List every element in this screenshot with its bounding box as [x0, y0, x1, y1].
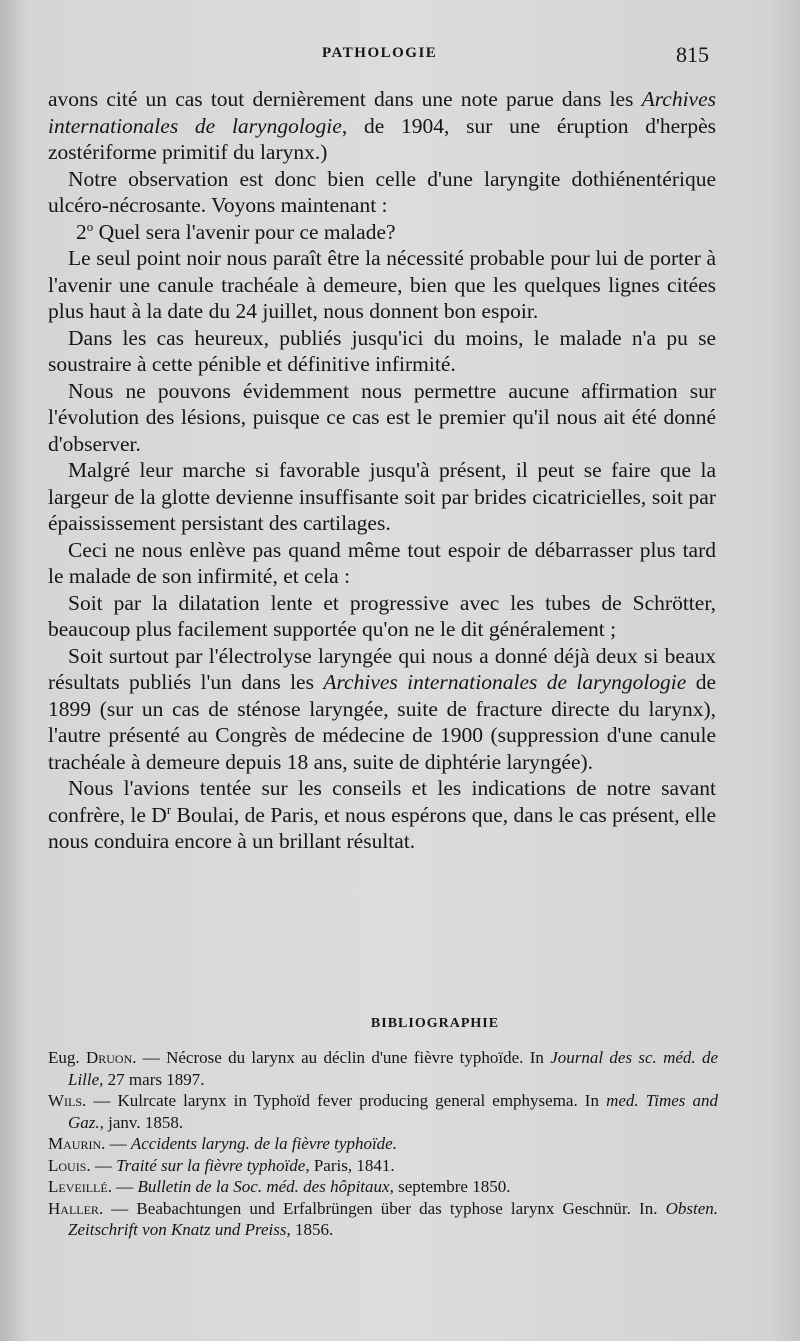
text-run: 2 [76, 219, 87, 244]
bibliography-entry [48, 1133, 718, 1155]
italic-text: med. Times and Gaz. [68, 1091, 718, 1132]
superscript: r [166, 802, 172, 817]
text-run: . — [86, 1155, 117, 1175]
bibliography-entry [48, 1198, 718, 1241]
text-run: , 27 mars 1897. [99, 1069, 205, 1089]
author-name: Leveillé [48, 1177, 108, 1196]
text-run: , Paris, 1841. [305, 1155, 395, 1175]
bibliography-entry [48, 1155, 718, 1177]
text-run: Eug. [48, 1048, 86, 1067]
text-run: . — [107, 1177, 138, 1196]
page-number: 815 [676, 42, 709, 67]
text-run: Ceci ne nous enlève pas quand même tout espoir de débarrasser plus tard le malade de son infirmité, et cela : [48, 537, 716, 588]
bibliography-entry [48, 1047, 718, 1090]
text-run: Boulai, de Paris, et nous espérons que, dans le cas présent, elle nous conduira encore à un brillant résultat. [48, 802, 716, 853]
paragraph [48, 245, 716, 325]
paragraph [48, 775, 716, 855]
author-name: Druon [85, 1048, 133, 1067]
author-name: Wils [48, 1091, 83, 1110]
italic-text: Obsten. Zeitschrift von Knatz und Preiss [68, 1198, 718, 1239]
running-title: PATHOLOGIE [322, 45, 438, 61]
paragraph [48, 643, 716, 776]
text-run: Quel sera l'avenir pour ce malade? [93, 219, 396, 244]
bibliography-title: BIBLIOGRAPHIE [370, 1016, 500, 1031]
text-run: , 1856. [286, 1220, 334, 1239]
text-run: Soit surtout par l'électrolyse laryngée qui nous a donné déjà deux si beaux résultats publiés l'un dans les [48, 643, 716, 694]
italic-text: Archives internationales de laryngologie [48, 87, 716, 138]
italic-text: Journal des sc. méd. de Lille [68, 1048, 718, 1089]
text-run: Nous l'avions tentée sur les conseils et les indications de notre savant confrère, le D [48, 776, 716, 827]
italic-text: Traité sur la fièvre typhoïde [116, 1155, 306, 1175]
running-head [0, 40, 800, 70]
author-name: Maurin [48, 1134, 102, 1153]
author-name: Louis [48, 1155, 87, 1175]
italic-text: Accidents laryng. de la fièvre typhoïde. [130, 1134, 397, 1153]
paragraph [48, 457, 716, 537]
text-run: . — Beabachtungen und Erfalbrüngen über das typhose larynx Geschnür. In. [98, 1198, 666, 1218]
paragraph [48, 86, 716, 166]
paragraph [48, 166, 716, 219]
paragraph [48, 537, 716, 590]
text-run: , janv. 1858. [99, 1112, 184, 1132]
text-run: . — [101, 1134, 131, 1153]
text-run: . — Nécrose du larynx au déclin d'une fièvre typhoïde. In [132, 1048, 551, 1067]
text-run: Malgré leur marche si favorable jusqu'à présent, il peut se faire que la largeur de la glotte devienne insuffisante soit par brides cicatricielles, soit par épaississement persistant des cartilages. [48, 458, 716, 535]
text-run: Nous ne pouvons évidemment nous permettre aucune affirmation sur l'évolution des lésions, puisque ce cas est le premier qu'il nous ait été donné d'observer. [48, 378, 716, 456]
superscript: o [86, 219, 94, 234]
paragraph [48, 378, 716, 458]
text-run: Notre observation est donc bien celle d'une laryngite dothiénentérique ulcéro-nécrosante. Voyons maintenant : [48, 166, 716, 217]
body-text [48, 86, 716, 855]
italic-text: Archives internationales de laryngologie [323, 670, 687, 694]
text-run: Le seul point noir nous paraît être la nécessité probable pour lui de porter à l'avenir une canule trachéale à demeure, bien que les quelques lignes citées plus haut à la date du 24 juillet, nous donnent bon espoir. [48, 246, 716, 323]
paragraph [48, 590, 716, 643]
paragraph [48, 325, 716, 378]
italic-text: Bulletin de la Soc. méd. des hôpitaux [137, 1177, 390, 1196]
bibliography-entry [48, 1176, 718, 1198]
text-run: Soit par la dilatation lente et progressive avec les tubes de Schrötter, beaucoup plus facilement supportée qu'on ne le dit généralement ; [48, 590, 716, 641]
text-run: , de 1904, sur une éruption d'herpès zostériforme primitif du larynx.) [48, 113, 716, 164]
bibliography-entry [48, 1090, 718, 1133]
text-run: Dans les cas heureux, publiés jusqu'ici du moins, le malade n'a pu se soustraire à cette pénible et définitive infirmité. [48, 325, 716, 376]
text-run: , septembre 1850. [389, 1177, 511, 1196]
paragraph [48, 219, 716, 246]
bibliography-list [48, 1047, 718, 1241]
text-run: avons cité un cas tout dernièrement dans une note parue dans les [48, 87, 642, 111]
text-run: de 1899 (sur un cas de sténose laryngée, suite de fracture directe du larynx), l'autre présenté au Congrès de médecine de 1900 (suppression d'une canule trachéale à demeure depuis 18 ans, suite de diphtérie laryngée). [48, 670, 716, 774]
text-run: . — Kulrcate larynx in Typhoïd fever producing general emphysema. In [82, 1091, 607, 1110]
author-name: Haller [48, 1198, 99, 1218]
